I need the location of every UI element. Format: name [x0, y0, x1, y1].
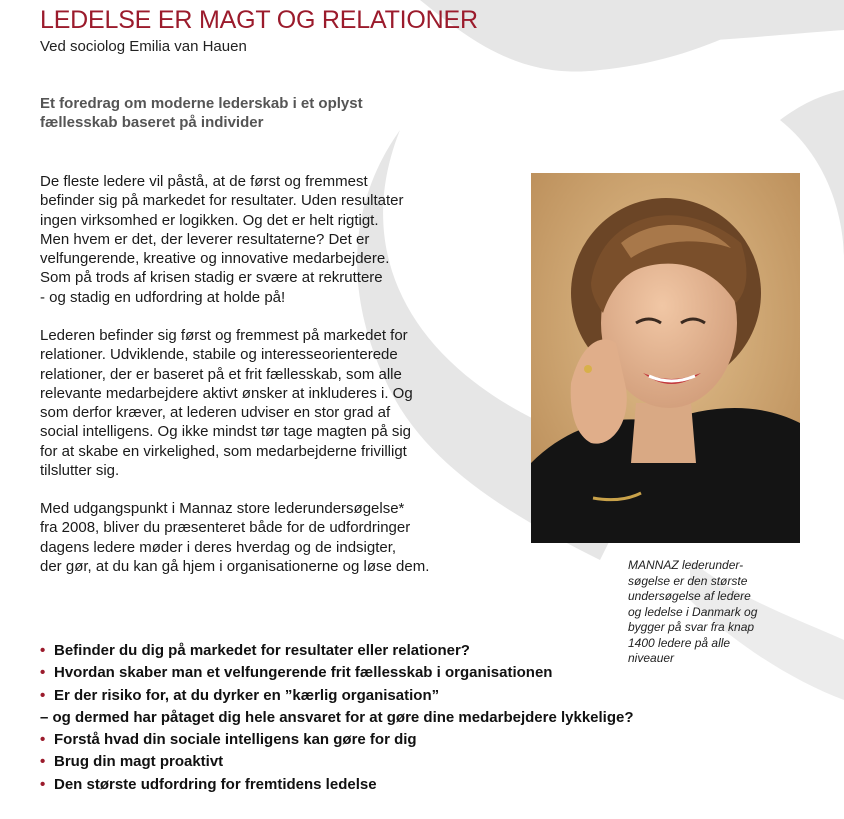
bullet-dot-icon: •: [40, 686, 46, 704]
body-paragraph-3: [40, 499, 490, 576]
list-item: • Hvordan skaber man et velfungerende frit fællesskab i organisationen: [40, 662, 634, 684]
page-title: LEDELSE ER MAGT OG RELATIONER: [40, 6, 478, 34]
paragraph-line: som derfor kræver, at lederen udviser en stor grad af: [40, 404, 391, 422]
paragraph-line: velfungerende, kreative og innovative medarbejdere.: [40, 250, 390, 268]
paragraph-line: Som på trods af krisen stadig er svære at rekruttere: [40, 269, 383, 287]
paragraph-line: dagens ledere møder i deres hverdag og de indsigter,: [40, 538, 397, 556]
list-item: • Brug din magt proaktivt: [40, 751, 634, 773]
paragraph-line: tilslutter sig.: [40, 462, 120, 480]
paragraph-line: Med udgangspunkt i Mannaz store lederundersøgelse*: [40, 500, 405, 517]
paragraph-line: Lederen befinder sig først og fremmest på markedet for: [40, 327, 408, 344]
lead-line: Et foredrag om moderne lederskab i et oplyst: [40, 95, 363, 112]
list-item: • Den største udfordring for fremtidens ledelse: [40, 774, 634, 796]
paragraph-line: De fleste ledere vil påstå, at de først og fremmest: [40, 173, 368, 190]
list-item: • Befinder du dig på markedet for resultater eller relationer?: [40, 640, 634, 662]
caption-line: 1400 ledere på alle: [628, 635, 731, 650]
bullet-dot-icon: •: [40, 775, 46, 793]
paragraph-line: - og stadig en udfordring at holde på!: [40, 288, 286, 306]
caption-line: niveauer: [628, 651, 675, 665]
caption-line: undersøgelse af ledere: [628, 589, 751, 603]
paragraph-line: der gør, at du kan gå hjem i organisationerne og løse dem.: [40, 557, 430, 575]
paragraph-line: social intelligens. Og ikke mindst tør tage magten på sig: [40, 423, 412, 441]
paragraph-line: for at skabe en virkelighed, som medarbejderne frivilligt: [40, 442, 407, 460]
list-item: • Forstå hvad din sociale intelligens kan gøre for dig: [40, 729, 634, 751]
paragraph-line: relevante medarbejdere aktivt ønsker at inkluderes i. Og: [40, 384, 413, 402]
lead-subtitle: [40, 94, 420, 132]
paragraph-line: relationer. Udviklende, stabile og interesseorienterede: [40, 346, 398, 364]
paragraph-line: Men hvem er det, der leverer resultaterne? Det er: [40, 230, 370, 248]
body-paragraph-1: [40, 172, 490, 307]
paragraph-line: befinder sig på markedet for resultater. Uden resultater: [40, 192, 404, 210]
speaker-byline: Ved sociolog Emilia van Hauen: [40, 38, 247, 55]
bullet-dot-icon: •: [40, 664, 46, 682]
key-topics-list: [40, 640, 634, 796]
bullet-dot-icon: •: [40, 753, 46, 771]
list-item-continuation: – og dermed har påtaget dig hele ansvaret for at gøre dine medarbejdere lykkelige?: [40, 708, 634, 726]
bullet-dot-icon: •: [40, 642, 46, 659]
bullet-dot-icon: •: [40, 731, 46, 749]
caption-line: og ledelse i Danmark og: [628, 604, 758, 619]
paragraph-line: relationer, der er baseret på et frit fællesskab, som alle: [40, 365, 402, 383]
lead-line: fællesskab baseret på individer: [40, 114, 264, 131]
caption-line: MANNAZ lederunder-: [628, 558, 744, 572]
speaker-portrait-photo: [531, 173, 800, 543]
body-paragraph-2: [40, 326, 490, 480]
photo-caption: [628, 558, 798, 667]
caption-line: bygger på svar fra knap: [628, 620, 755, 634]
paragraph-line: ingen virksomhed er logikken. Og det er helt rigtigt.: [40, 211, 379, 229]
caption-line: søgelse er den største: [628, 573, 748, 588]
paragraph-line: fra 2008, bliver du præsenteret både for de udfordringer: [40, 519, 411, 537]
list-item: • Er der risiko for, at du dyrker en ”kærlig organisation”: [40, 685, 634, 707]
